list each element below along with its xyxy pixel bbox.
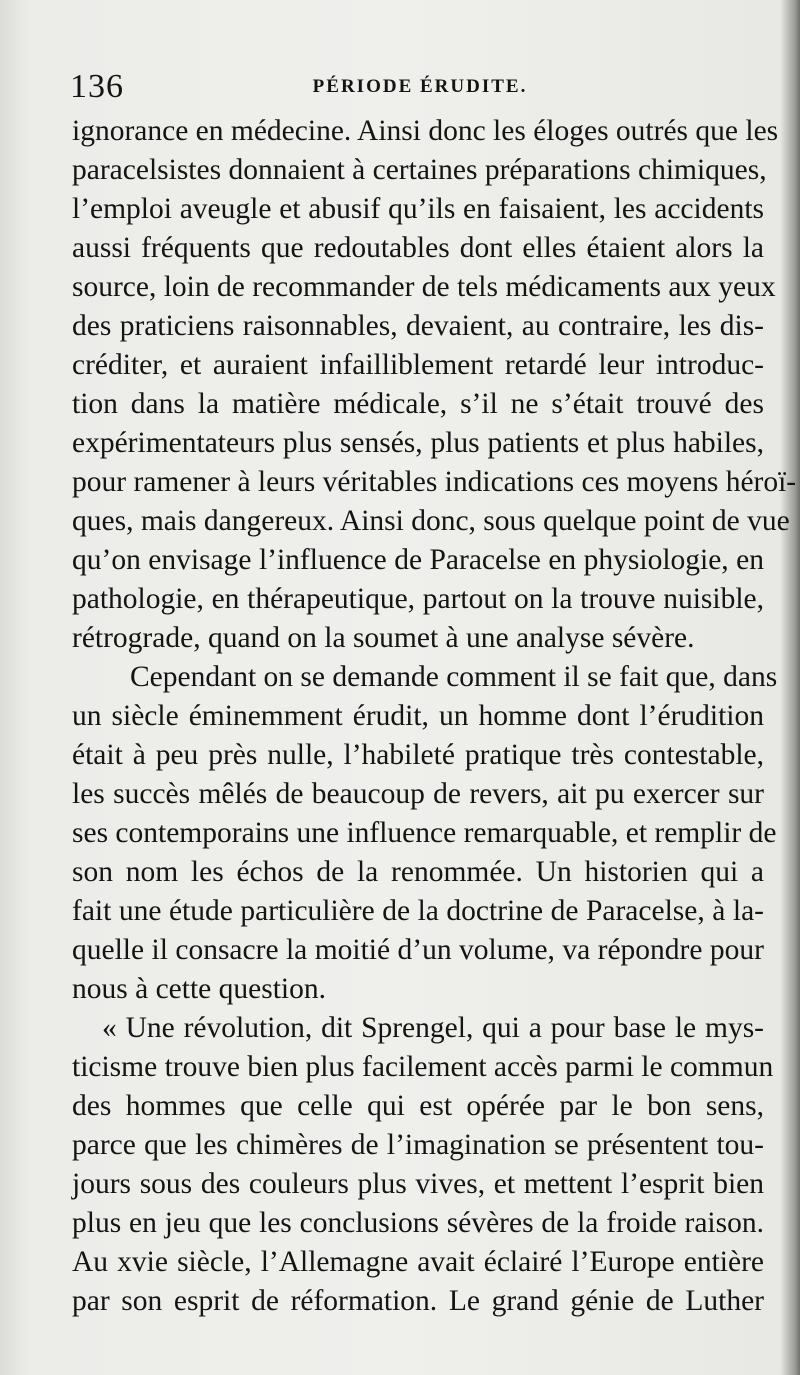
text-line: un siècle éminemment érudit, un homme dont l’érudition <box>72 700 764 732</box>
text-line: par son esprit de réformation. Le grand génie de Luther <box>72 1285 764 1317</box>
text-line: parce que les chimères de l’imagination se présentent tou- <box>72 1129 764 1161</box>
text-line: pour ramener à leurs véritables indications ces moyens héroï- <box>72 466 797 498</box>
text-line: rétrograde, quand on la soumet à une analyse sévère. <box>72 622 695 654</box>
text-line: fait une étude particulière de la doctrine de Paracelse, à la- <box>72 895 764 927</box>
text-line: nous à cette question. <box>72 973 326 1005</box>
text-line: quelle il consacre la moitié d’un volume, va répondre pour <box>72 934 764 966</box>
text-line: des hommes que celle qui est opérée par le bon sens, <box>72 1090 764 1122</box>
text-line: ses contemporains une influence remarquable, et remplir de <box>72 817 777 849</box>
paragraph-start-line: Cependant on se demande comment il se fait que, dans <box>130 661 778 693</box>
text-line: des praticiens raisonnables, devaient, au contraire, les dis- <box>72 310 764 342</box>
text-line: ques, mais dangereux. Ainsi donc, sous quelque point de vue <box>72 505 790 537</box>
text-line: ticisme trouve bien plus facilement accès parmi le commun <box>72 1051 774 1083</box>
body-text <box>72 112 797 1321</box>
text-line: son nom les échos de la renommée. Un historien qui a <box>72 856 764 888</box>
text-line: l’emploi aveugle et abusif qu’ils en faisaient, les accidents <box>72 193 764 225</box>
text-line: paracelsistes donnaient à certaines préparations chimiques, <box>72 154 767 186</box>
text-line: qu’on envisage l’influence de Paracelse en physiologie, en <box>72 544 764 576</box>
text-line: expérimentateurs plus sensés, plus patients et plus habiles, <box>72 427 764 459</box>
text-line: jours sous des couleurs plus vives, et mettent l’esprit bien <box>72 1168 764 1200</box>
text-line: plus en jeu que les conclusions sévères de la froide raison. <box>72 1207 764 1239</box>
quote-start-line: « Une révolution, dit Sprengel, qui a pour base le mys- <box>102 1012 764 1044</box>
text-line: était à peu près nulle, l’habileté pratique très contestable, <box>72 739 764 771</box>
text-line: pathologie, en thérapeutique, partout on la trouve nuisible, <box>72 583 764 615</box>
text-line: ignorance en médecine. Ainsi donc les éloges outrés que les <box>72 115 779 147</box>
text-line: source, loin de recommander de tels médicaments aux yeux <box>72 271 776 303</box>
running-title: PÉRIODE ÉRUDITE. <box>312 76 528 97</box>
text-line: aussi fréquents que redoutables dont elles étaient alors la <box>72 232 764 264</box>
text-line: Au xvie siècle, l’Allemagne avait éclairé l’Europe entière <box>72 1246 764 1278</box>
text-line: les succès mêlés de beaucoup de revers, ait pu exercer sur <box>72 778 764 810</box>
text-line: tion dans la matière médicale, s’il ne s’était trouvé des <box>72 388 764 420</box>
page-number: 136 <box>70 68 124 105</box>
text-line: créditer, et auraient infailliblement retardé leur introduc- <box>72 349 764 381</box>
